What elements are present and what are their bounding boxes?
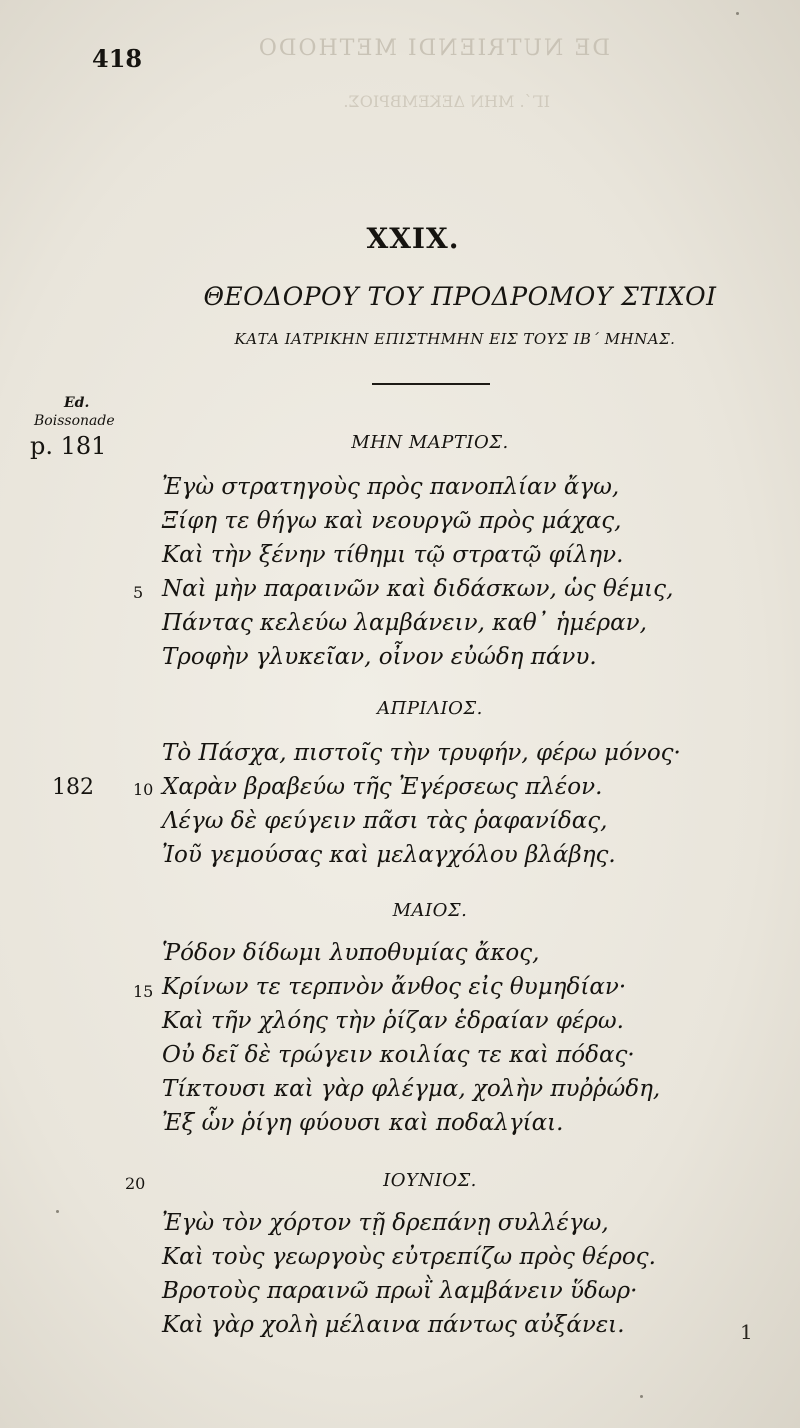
month-heading-april: ΑΠΡΙΛΙΟΣ.	[377, 698, 483, 719]
margin-note-ed: Ed.	[64, 395, 90, 411]
verse-line: Ξίφη τε θήγω καὶ νεουργῶ πρὸς μάχας,	[162, 508, 622, 534]
verse-line: Καὶ τῆν χλόης τὴν ῥίζαν ἑδραίαν φέρω.	[162, 1008, 624, 1034]
verse-line: Κρίνων τε τερπνὸν ἄνθος εἰς θυμηδίαν·	[162, 974, 627, 1000]
verse-line: Καὶ γὰρ χολὴ μέλαινα πάντως αὐξάνει.	[162, 1312, 625, 1338]
verse-line: Τίκτουσι καὶ γὰρ φλέγμα, χολὴν πυῤῥώδη,	[162, 1076, 661, 1102]
margin-page-ref-182: 182	[52, 775, 94, 800]
line-number-10: 10	[133, 780, 154, 799]
bleed-through-subheader: ΙΓ΄. ΜΗΝ ΔΕΚΕΜΒΡΙΟΣ.	[343, 92, 550, 111]
verse-line: Χαρὰν βραβεύω τῆς Ἐγέρσεως πλέον.	[162, 774, 603, 800]
verse-line: Πάντας κελεύω λαμβάνειν, καθ᾽ ἡμέραν,	[162, 610, 647, 636]
verse-line: Τὸ Πάσχα, πιστοῖς τὴν τρυφήν, φέρω μόνος·	[162, 740, 681, 766]
margin-page-ref-181: p. 181	[30, 432, 107, 460]
line-number-15: 15	[133, 982, 154, 1001]
verse-line: Ῥόδον δίδωμι λυποθυμίας ἄκος,	[162, 940, 540, 966]
corner-mark: 1	[740, 1320, 753, 1344]
paper-speck	[56, 1210, 59, 1213]
verse-line: Ἐγὼ στρατηγοὺς πρὸς πανοπλίαν ἄγω,	[162, 474, 620, 500]
line-number-5: 5	[133, 583, 144, 602]
paper-speck	[640, 1395, 643, 1398]
section-numeral: XXIX.	[366, 222, 460, 255]
verse-line: Λέγω δὲ φεύγειν πᾶσι τὰς ῥαφανίδας,	[162, 808, 608, 834]
month-heading-may: ΜΑΙΟΣ.	[392, 900, 468, 921]
verse-line: Ἐξ ὧν ῥίγη φύουσι καὶ ποδαλγίαι.	[162, 1110, 564, 1136]
verse-line: Βροτοὺς παραινῶ πρωῒ λαμβάνειν ὕδωρ·	[162, 1278, 638, 1304]
verse-line: Τροφὴν γλυκεῖαν, οἶνον εὐώδη πάνυ.	[162, 644, 597, 670]
poem-title: ΘΕΟΔΟΡΟΥ ΤΟΥ ΠΡΟΔΡΟΜΟΥ ΣΤΙΧΟΙ	[203, 282, 717, 311]
verse-line: Καὶ τοὺς γεωργοὺς εὐτρεπίζω πρὸς θέρος.	[162, 1244, 656, 1270]
bleed-through-header: DE NUTRIENDI METHODO	[256, 36, 610, 61]
page-number: 418	[92, 44, 143, 73]
verse-line: Καὶ τὴν ξένην τίθημι τῷ στρατῷ φίλην.	[162, 542, 624, 568]
verse-line: Ναὶ μὴν παραινῶν καὶ διδάσκων, ὡς θέμις,	[162, 576, 674, 602]
paper-speck	[736, 12, 739, 15]
title-divider	[372, 383, 490, 385]
verse-line: Οὐ δεῖ δὲ τρώγειν κοιλίας τε καὶ πόδας·	[162, 1042, 635, 1068]
verse-line: Ἐγὼ τὸν χόρτον τῇ δρεπάνῃ συλλέγω,	[162, 1210, 609, 1236]
line-number-20: 20	[125, 1174, 146, 1193]
margin-note-boissonade: Boissonade	[34, 413, 115, 429]
month-heading-march: ΜΗΝ ΜΑΡΤΙΟΣ.	[351, 432, 509, 453]
month-heading-june: ΙΟΥΝΙΟΣ.	[383, 1170, 477, 1191]
poem-subtitle: ΚΑΤΑ ΙΑΤΡΙΚΗΝ ΕΠΙΣΤΗΜΗΝ ΕΙΣ ΤΟΥΣ ΙΒ΄ ΜΗΝΑΣ.	[234, 330, 676, 348]
verse-line: Ἰοῦ γεμούσας καὶ μελαγχόλου βλάβης.	[162, 842, 616, 868]
